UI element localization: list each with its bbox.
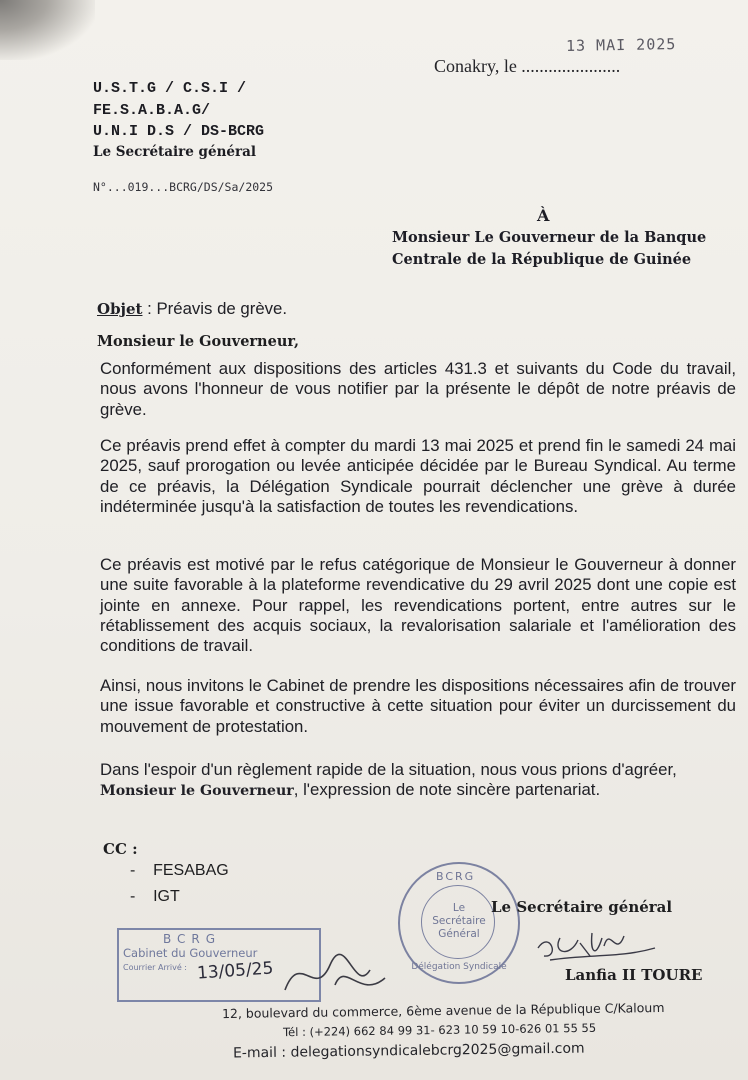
closing-tail: , l'expression de note sincère partenariat.	[293, 780, 601, 800]
subject-label: Objet	[97, 300, 143, 318]
recipient-line-2: Centrale de la République de Guinée	[392, 251, 692, 268]
sender-line-1: U.S.T.G / C.S.I /	[93, 80, 247, 97]
subject-line	[97, 299, 287, 319]
footer-email: E-mail : delegationsyndicalebcrg2025@gmail.com	[232, 1040, 585, 1062]
photo-shadow	[0, 0, 95, 60]
sender-title: Le Secrétaire général	[93, 144, 256, 160]
paragraph-5	[100, 760, 736, 802]
cc-item-label: IGT	[153, 888, 180, 905]
received-stamp-label: Courrier Arrivé :	[123, 963, 187, 972]
paragraph-1: Conformément aux dispositions des articles 431.3 et suivants du Code du travail, nous avons l'honneur de vous notifier par la présente le dépôt de notre préavis de grève.	[100, 359, 736, 419]
closing-addressee: Monsieur le Gouverneur	[100, 783, 294, 800]
place-date-line: Conakry, le ......................	[434, 56, 621, 76]
received-stamp-org: BCRG	[163, 932, 222, 946]
initials-scribble	[275, 940, 395, 1010]
recipient-prefix: À	[537, 206, 550, 225]
union-seal	[398, 862, 520, 984]
paragraph-4: Ainsi, nous invitons le Cabinet de prendre les dispositions nécessaires afin de trouver une issue favorable et constructive à cette situation pour éviter un durcissement du mouvement de protestation.	[100, 676, 736, 736]
signatory-title: Le Secrétaire général	[491, 898, 673, 916]
handwritten-signature	[530, 918, 660, 966]
cc-label: CC :	[103, 840, 138, 858]
seal-top-text: BCRG	[436, 870, 476, 883]
received-stamp-office: Cabinet du Gouverneur	[123, 946, 258, 960]
seal-inner-line-3: Général	[438, 928, 480, 940]
cc-item: - FESABAG	[130, 862, 229, 879]
cc-item: - IGT	[130, 888, 180, 905]
seal-ring-text: Délégation Syndicale	[411, 962, 507, 972]
paragraph-2: Ce préavis prend effet à compter du mardi 13 mai 2025 et prend fin le samedi 24 mai 2025, sauf prorogation ou levée anticipée décidée par le Bureau Syndical. Au terme de ce préavis, la Délégation Syndicale pourrait déclencher une grève à durée indéterminée jusqu'à la satisfaction de toutes les revendications.	[100, 436, 736, 516]
cc-item-label: FESABAG	[153, 862, 229, 879]
salutation: Monsieur le Gouverneur,	[97, 333, 300, 350]
footer-address: 12, boulevard du commerce, 6ème avenue de la République C/Kaloum	[221, 999, 665, 1022]
date-stamp: 13 MAI 2025	[565, 35, 677, 55]
paragraph-3: Ce préavis est motivé par le refus catégorique de Monsieur le Gouverneur à donner une suite favorable à la plateforme revendicative du 29 avril 2025 dont une copie est jointe en annexe. Pour rappel, les revendications portent, entre autres sur le rétablissement des acquis sociaux, la revalorisation salariale et l'amélioration des conditions de travail.	[100, 555, 736, 656]
seal-inner-line-1: Le	[452, 902, 466, 914]
subject-text: : Préavis de grève.	[142, 299, 288, 318]
reference-number: N°...019...BCRG/DS/Sa/2025	[93, 180, 274, 194]
received-stamp-date: 13/05/25	[196, 958, 274, 984]
seal-inner-line-2: Secrétaire	[432, 915, 486, 927]
recipient-line-1: Monsieur Le Gouverneur de la Banque	[392, 229, 707, 246]
sender-line-2: FE.S.A.B.A.G/	[93, 102, 211, 119]
signatory-name: Lanfia II TOURE	[565, 966, 703, 984]
footer-phone: Tél : (+224) 662 84 99 31- 623 10 59 10-626 01 55 55	[282, 1020, 597, 1040]
closing-text: Dans l'espoir d'un règlement rapide de la situation, nous vous prions d'agréer,	[100, 760, 677, 779]
sender-line-3: U.N.I D.S / DS-BCRG	[93, 123, 265, 140]
